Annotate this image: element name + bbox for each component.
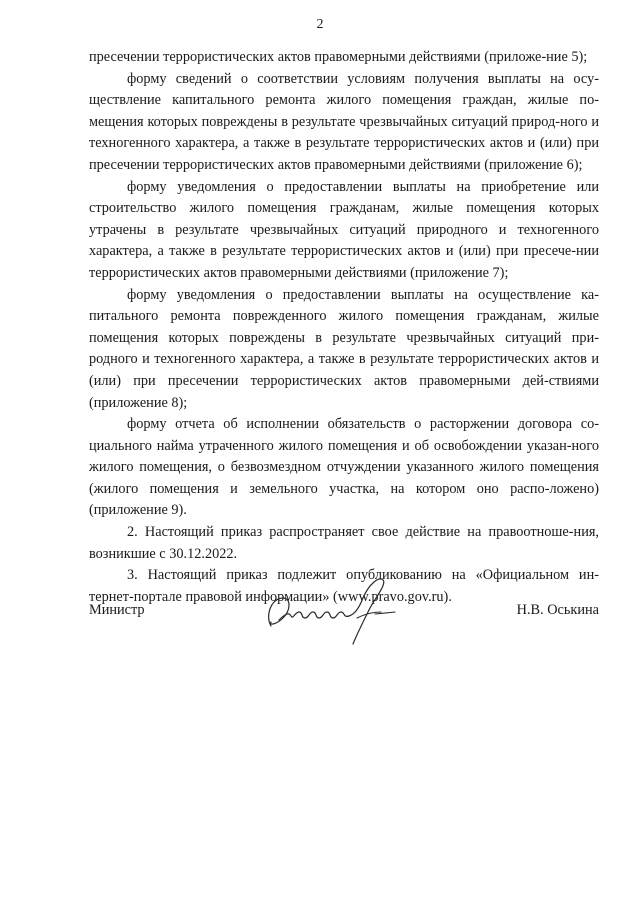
signature-block (89, 568, 599, 648)
paragraph-item-2: 2. Настоящий приказ распространяет свое действие на правоотноше-ния, возникшие с 30.12.2022. (89, 524, 599, 562)
signer-name: Н.В. Оськина (516, 602, 599, 618)
paragraph-appendix-6: форму сведений о соответствии условиям получения выплаты на осу-ществление капитального ремонта жилого помещения граждан, жилые по-мещения которых повреждены в результате чрезвычайных ситуаций природ-ного и техногенного характера, а также в результате террористических актов и (или) при пресечении террористических актов правомерными действиями (приложение 6); (89, 70, 599, 173)
document-body (89, 47, 599, 608)
page-number: 2 (316, 17, 324, 32)
paragraph-appendix-7: форму уведомления о предоставлении выплаты на приобретение или строительство жилого помещения гражданам, жилые помещения которых утрачены в результате чрезвычайных ситуаций природного и техногенного характера, а также в результате террористических актов и (или) при пресече-нии террористических актов правомерными действиями (приложение 7); (89, 178, 599, 281)
signature-icon (257, 568, 407, 648)
signer-title: Министр (89, 602, 145, 618)
paragraph-appendix-8: форму уведомления о предоставлении выплаты на осуществление ка-питального ремонта поврежденного жилого помещения гражданам, жилые помещения которых повреждены в результате чрезвычайных ситуаций при-родного и техногенного характера, а также в результате террористических актов и (или) при пресечении террористических актов правомерными дей-ствиями (приложение 8); (89, 286, 599, 411)
paragraph-appendix-9: форму отчета об исполнении обязательств о расторжении договора со-циального найма утраченного жилого помещения и об освобождении указан-ного жилого помещения, о безвозмездном отчуждении указанного жилого помещения (жилого помещения и земельного участка, на котором оно распо-ложено) (приложение 9). (89, 416, 599, 519)
paragraph-continuation: пресечении террористических актов правомерными действиями (приложе-ние 5); (89, 49, 588, 65)
paragraph-item-3: 3. Настоящий приказ подлежит опубликованию на «Официальном ин-тернет-портале правовой информации» (www.pravo.gov.ru). (89, 567, 599, 605)
